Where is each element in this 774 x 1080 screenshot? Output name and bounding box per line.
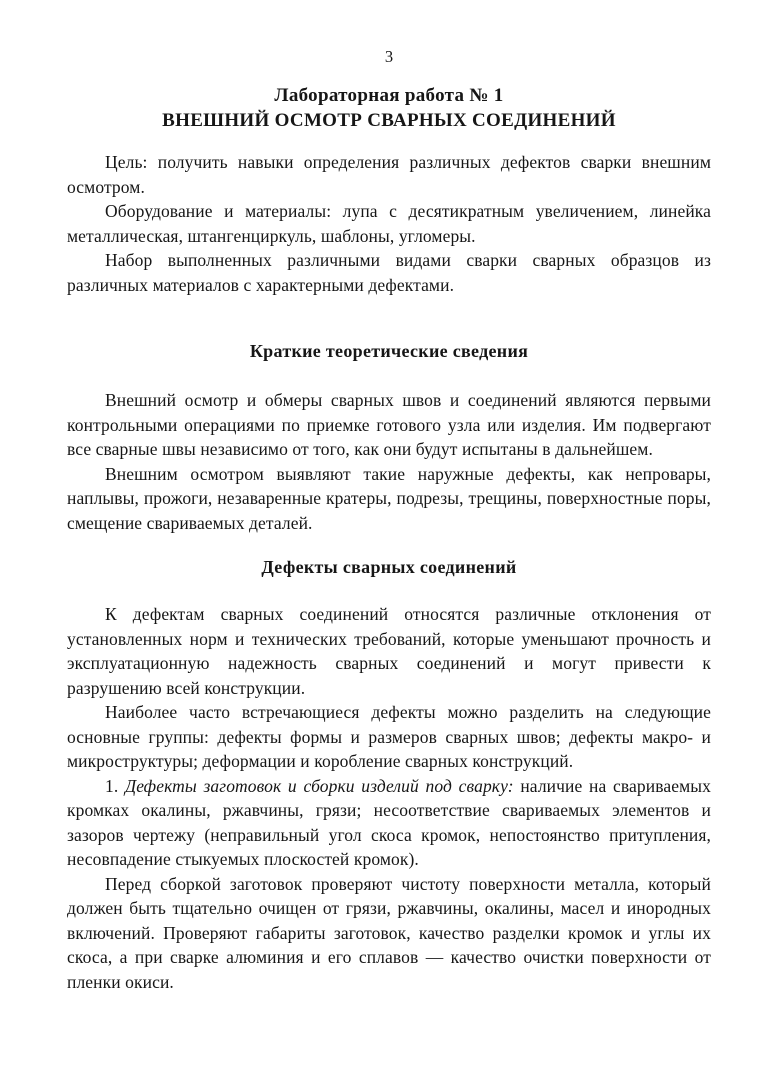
defects-paragraph-1: К дефектам сварных соединений относятся различные отклонения от установленных норм и технических требований, которые уменьшают прочность и эксплуатационную надежность сварных соединений и могут привести к разрушению всей конструкции. bbox=[67, 604, 711, 698]
lab-work-subtitle: ВНЕШНИЙ ОСМОТР СВАРНЫХ СОЕДИНЕНИЙ bbox=[162, 110, 616, 131]
goal-paragraph: Цель: получить навыки определения различных дефектов сварки внешним осмотром. bbox=[67, 152, 711, 197]
defect-item-number: 1. bbox=[105, 775, 126, 796]
page-content bbox=[67, 0, 711, 994]
theory-section-heading: Краткие теоретические сведения bbox=[249, 341, 529, 361]
defects-paragraph-4: Перед сборкой заготовок проверяют чистоту поверхности металла, который должен быть тщательно очищен от грязи, ржавчины, окалины, масел и инородных включений. Проверяют габариты заготовок, качество разделки кромок и углы их скоса, а при сварке алюминия и его сплавов — качество очистки поверхности от пленки окиси. bbox=[67, 873, 711, 992]
lab-work-title: Лабораторная работа № 1 bbox=[274, 85, 504, 106]
samples-paragraph: Набор выполненных различными видами сварки сварных образцов из различных материалов с характерными дефектами. bbox=[67, 250, 711, 295]
defect-item-lead-italic: Дефекты заготовок и сборки изделий под сварку: bbox=[125, 775, 514, 796]
theory-paragraph-1: Внешний осмотр и обмеры сварных швов и соединений являются первыми контрольными операциями по приемке готового узла или изделия. Им подвергают все сварные швы независимо от того, как они будут испытаны в дальнейшем. bbox=[67, 390, 711, 459]
equipment-paragraph: Оборудование и материалы: лупа с десятикратным увеличением, линейка металлическая, штангенциркуль, шаблоны, угломеры. bbox=[67, 201, 711, 246]
defects-paragraph-2: Наиболее часто встречающиеся дефекты можно разделить на следующие основные группы: дефекты формы и размеров сварных швов; дефекты макро- и микроструктуры; деформации и коробление сварных конструкций. bbox=[67, 702, 711, 771]
page-number: 3 bbox=[384, 47, 394, 66]
defect-group-item-1 bbox=[67, 774, 711, 872]
theory-paragraph-2: Внешним осмотром выявляют такие наружные дефекты, как непровары, наплывы, прожоги, незаваренные кратеры, подрезы, трещины, поверхностные поры, смещение свариваемых деталей. bbox=[67, 463, 711, 533]
defect-item-text: наличие на свариваемых кромках окалины, ржавчины, грязи; несоответствие свариваемых элементов и зазоров чертежу (неправильный угол скоса кромок, непостоянство притупления, несовпадение стыкуемых плоскостей кромок). bbox=[67, 775, 711, 869]
defects-section-heading: Дефекты сварных соединений bbox=[261, 557, 517, 577]
